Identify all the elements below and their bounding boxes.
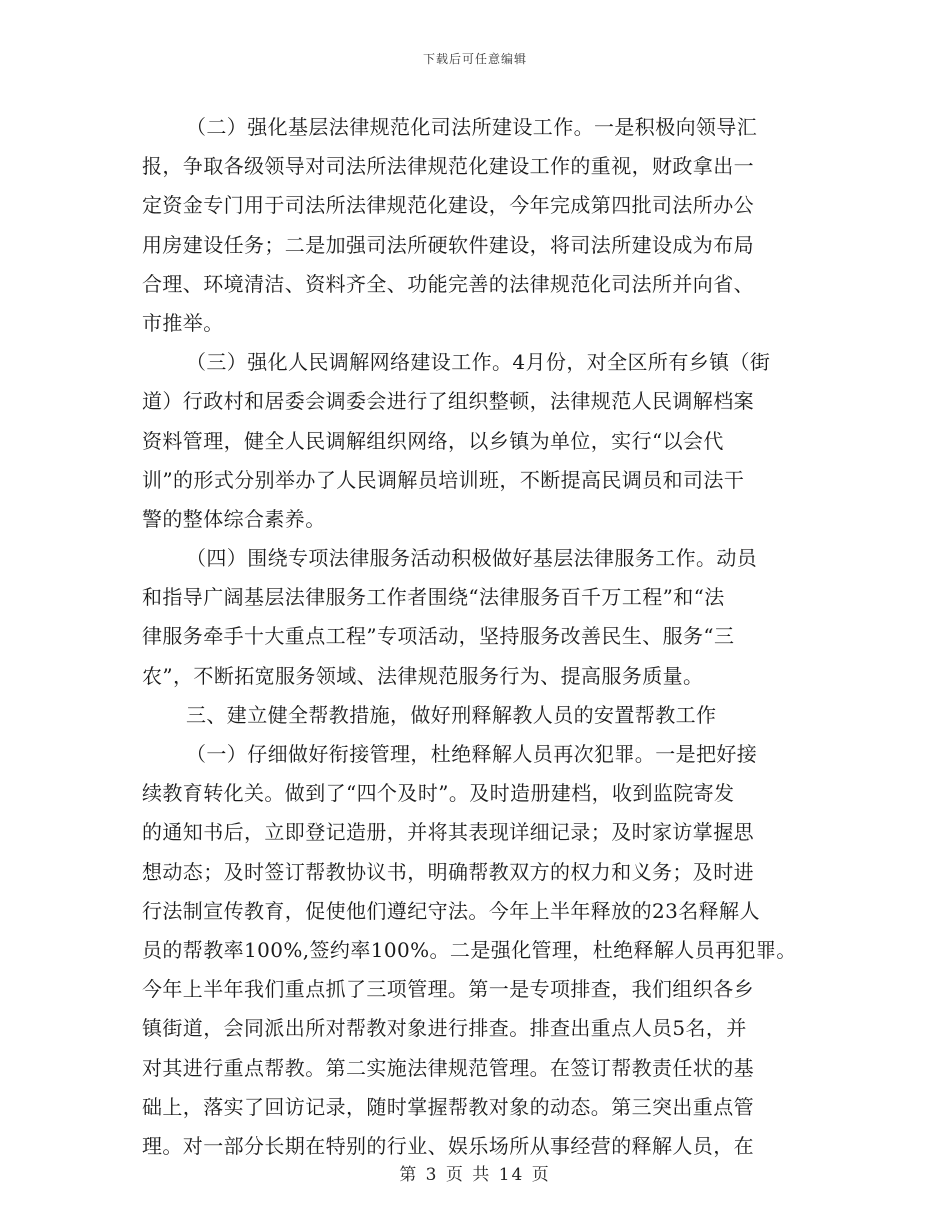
paragraph-line: 对其进行重点帮教。第二实施法律规范管理。在签订帮教责任状的基	[142, 1055, 754, 1080]
paragraph-line: 律服务牵手十大重点工程”专项活动，坚持服务改善民生、服务“三	[142, 624, 735, 649]
paragraph-line: 训”的形式分别举办了人民调解员培训班，不断提高民调员和司法干	[142, 467, 745, 492]
page-number-footer: 第 3 页 共 14 页	[399, 1165, 551, 1185]
paragraph-line: 定资金专门用于司法所法律规范化建设，今年完成第四批司法所办公	[142, 193, 754, 218]
paragraph-line: 的通知书后，立即登记造册，并将其表现详细记录；及时家访掌握思	[142, 820, 754, 845]
paragraph-line: （四）围绕专项法律服务活动积极做好基层法律服务工作。动员	[186, 546, 758, 571]
page-header: 下载后可任意编辑	[422, 52, 527, 66]
paragraph-line: 镇街道，会同派出所对帮教对象进行排查。排查出重点人员5名，并	[142, 1016, 747, 1041]
paragraph-line: 道）行政村和居委会调委会进行了组织整顿，法律规范人民调解档案	[142, 389, 754, 414]
paragraph-line: 础上，落实了回访记录，随时掌握帮教对象的动态。第三突出重点管	[142, 1094, 754, 1119]
paragraph-line: 理。对一部分长期在特别的行业、娱乐场所从事经营的释解人员，在	[142, 1133, 754, 1158]
paragraph-line: 员的帮教率100%,签约率100%。二是强化管理，杜绝释解人员再犯罪。	[142, 937, 797, 962]
paragraph-line: 农”，不断拓宽服务领域、法律规范服务行为、提高服务质量。	[142, 663, 704, 688]
paragraph-line: 合理、环境清洁、资料齐全、功能完善的法律规范化司法所并向省、	[142, 271, 754, 296]
paragraph-line: （二）强化基层法律规范化司法所建设工作。一是积极向领导汇	[186, 115, 758, 139]
paragraph-line: （三）强化人民调解网络建设工作。4月份，对全区所有乡镇（街	[186, 350, 771, 375]
paragraph-line: 和指导广阔基层法律服务工作者围绕“法律服务百千万工程”和“法	[142, 585, 725, 610]
paragraph-line: 续教育转化关。做到了“四个及时”。及时造册建档，收到监院寄发	[142, 781, 735, 806]
section-heading: 三、建立健全帮教措施，做好刑释解教人员的安置帮教工作	[186, 702, 717, 727]
document-body	[142, 108, 806, 1166]
paragraph-line: 行法制宣传教育，促使他们遵纪守法。今年上半年释放的23名释解人	[142, 898, 760, 923]
paragraph-line: （一）仔细做好衔接管理，杜绝释解人员再次犯罪。一是把好接	[186, 742, 758, 766]
paragraph-line: 警的整体综合素养。	[142, 506, 326, 531]
paragraph-line: 报，争取各级领导对司法所法律规范化建设工作的重视，财政拿出一	[142, 154, 754, 179]
paragraph-line: 资料管理，健全人民调解组织网络，以乡镇为单位，实行“以会代	[142, 428, 724, 453]
paragraph-line: 今年上半年我们重点抓了三项管理。第一是专项排查，我们组织各乡	[142, 977, 754, 1002]
paragraph-line: 想动态；及时签订帮教协议书，明确帮教双方的权力和义务；及时进	[142, 859, 754, 884]
paragraph-line: 市推举。	[142, 310, 224, 335]
paragraph-line: 用房建设任务；二是加强司法所硬软件建设，将司法所建设成为布局	[142, 232, 754, 257]
